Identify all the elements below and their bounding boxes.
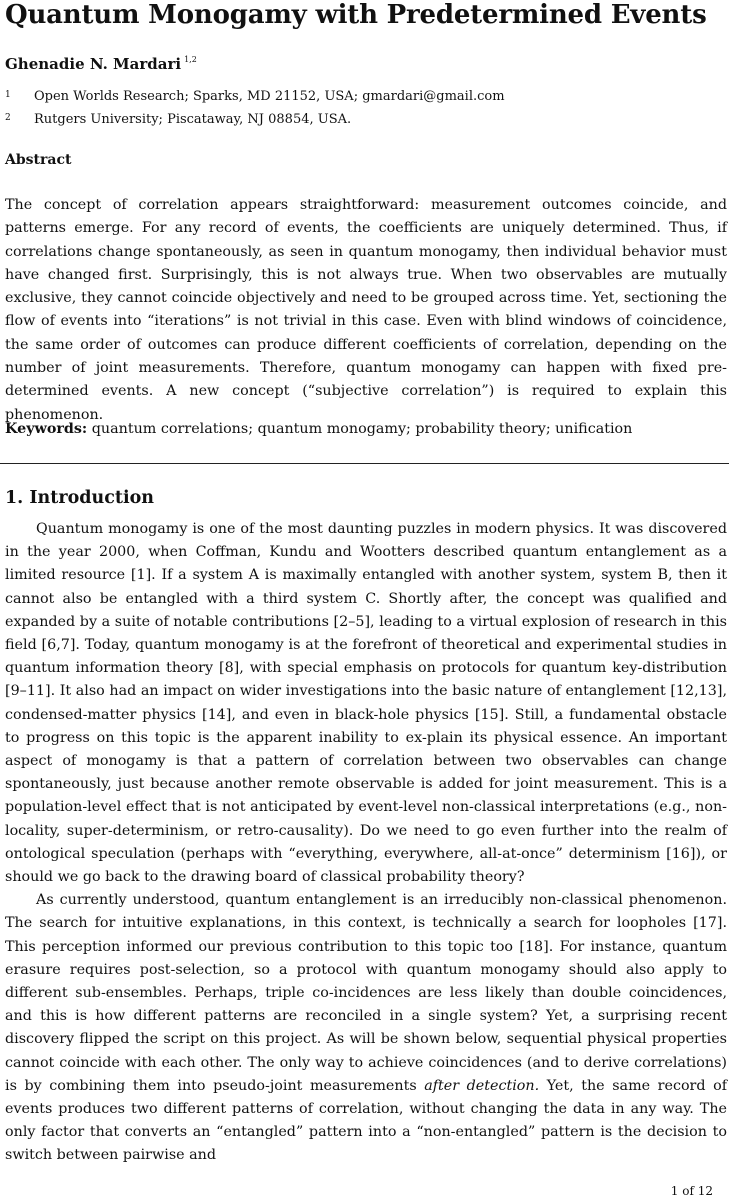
abstract-heading: Abstract	[5, 152, 72, 168]
author-line	[5, 55, 197, 73]
paper-title: Quantum Monogamy with Predetermined Events	[5, 0, 707, 30]
author-affiliation-marks: 1,2	[184, 55, 197, 64]
paragraph-2	[5, 889, 727, 1167]
abstract-text: The concept of correlation appears straightforward: measurement outcomes coincide, and patterns emerge. For any record of events, the coefficients are uniquely determined. Thus, if correlations change spontaneously, as seen in quantum monogamy, then individual behavior must have changed first. Surprisingly, this is not always true. When two observables are mutually exclusive, they cannot coincide objectively and need to be grouped across time. Yet, sectioning the flow of events into “iterations” is not trivial in this case. Even with blind windows of coincidence, the same order of outcomes can produce different coefficients of correlation, depending on the number of joint measurements. Therefore, quantum monogamy can happen with fixed pre-determined events. A new concept (“subjective correlation”) is required to explain this phenomenon.	[5, 197, 727, 423]
affiliation-text: Open Worlds Research; Sparks, MD 21152, USA; gmardari@gmail.com	[34, 89, 505, 104]
paragraph-2-text-end: Yet, the same record of events produces two different patterns of correlation, without changing the data in any way. The only factor that converts an “entangled” pattern into a “non-entangled” pattern is the decision to switch between pairwise and	[5, 1077, 728, 1164]
affiliation-2	[5, 112, 351, 127]
affiliation-1	[5, 89, 505, 104]
keywords-label: Keywords:	[5, 421, 88, 437]
affiliation-text: Rutgers University; Piscataway, NJ 08854, USA.	[34, 112, 352, 127]
section-heading-introduction: 1. Introduction	[5, 488, 154, 508]
paragraph-2-emphasis: after detection.	[424, 1077, 540, 1094]
affiliation-number: 1	[5, 90, 11, 100]
introduction-body	[5, 518, 727, 1168]
paragraph-1: Quantum monogamy is one of the most daunting puzzles in modern physics. It was discovered in the year 2000, when Coffman, Kundu and Wootters described quantum entanglement as a limited resource [1]. If a system A is maximally entangled with another system, system B, then it cannot also be entangled with a third system C. Shortly after, the concept was qualified and expanded by a suite of notable contributions [2–5], leading to a virtual explosion of research in this field [6,7]. Today, quantum monogamy is at the forefront of theoretical and experimental studies in quantum information theory [8], with special emphasis on protocols for quantum key-distribution [9–11]. It also had an impact on wider investigations into the basic nature of entanglement [12,13], condensed-matter physics [14], and even in black-hole physics [15]. Still, a fundamental obstacle to progress on this topic is the apparent inability to ex-plain its physical essence. An important aspect of monogamy is that a pattern of correlation between two observables can change spontaneously, just because another remote observable is added for joint measurement. This is a population-level effect that is not anticipated by event-level non-classical interpretations (e.g., non-locality, super-determinism, or retro-causality). Do we need to go even further into the realm of ontological speculation (perhaps with “everything, everywhere, all-at-once” determinism [16]), or should we go back to the drawing board of classical probability theory?	[5, 521, 727, 886]
author-name: Ghenadie N. Mardari	[5, 55, 182, 73]
section-divider	[0, 463, 729, 464]
keywords-text: quantum correlations; quantum monogamy; probability theory; unification	[87, 421, 633, 437]
keywords-line	[5, 421, 632, 437]
affiliation-number: 2	[5, 113, 11, 123]
paragraph-2-text-start: As currently understood, quantum entanglement is an irreducibly non-classical phenomenon. The search for intuitive explanations, in this context, is technically a search for loopholes [17]. This perception informed our previous contribution to this topic too [18]. For instance, quantum erasure requires post-selection, so a protocol with quantum monogamy should also apply to different sub-ensembles. Perhaps, triple co-incidences are less likely than double coincidences, and this is how different patterns are reconciled in a single system? Yet, a surprising recent discovery flipped the script on this project. As will be shown below, sequential physical properties cannot coincide with each other. The only way to achieve coincidences (and to derive correlations) is by combining them into pseudo-joint measurements	[5, 892, 727, 1094]
page-number: 1 of 12	[670, 1184, 713, 1198]
